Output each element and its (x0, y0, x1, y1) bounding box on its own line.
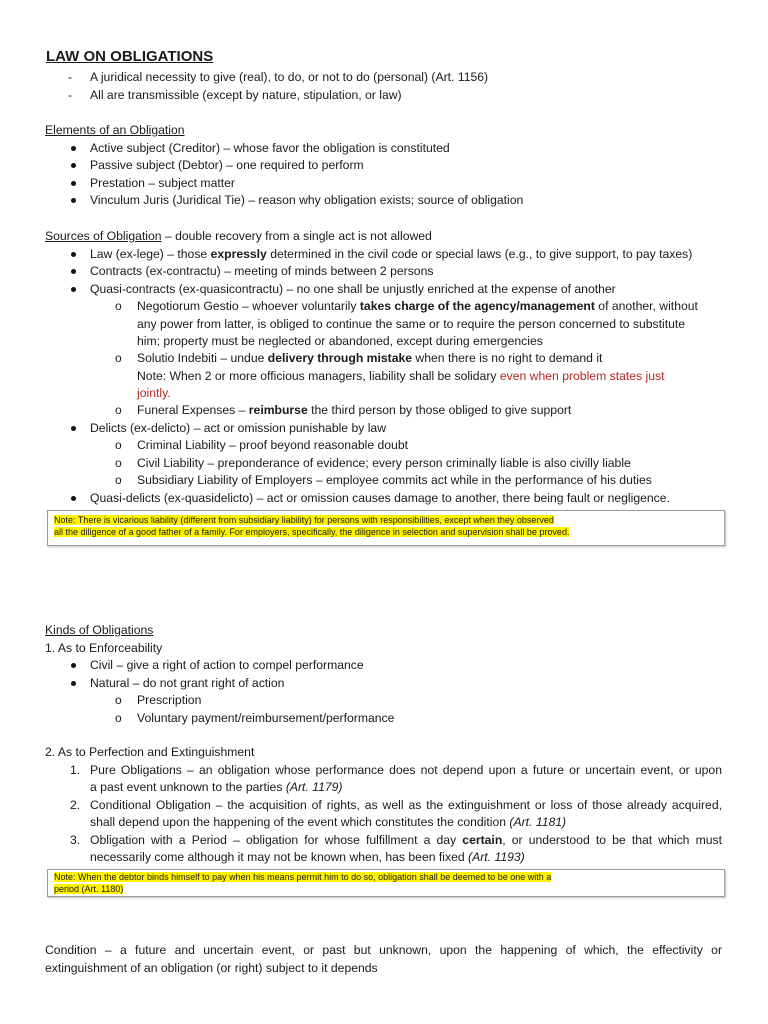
dash-bullet: - (68, 70, 73, 84)
bullet-dot (71, 252, 76, 257)
bullet-dot (71, 198, 76, 203)
ring-bullet: o (115, 711, 122, 725)
text-span: Solutio Indebiti – undue (137, 351, 268, 365)
funeral-expenses (137, 402, 571, 420)
bullet-dot (71, 496, 76, 501)
text-span: of another, without (594, 299, 698, 313)
note-line (54, 527, 718, 539)
solutio-indebiti (137, 350, 602, 368)
text-span: Obligation with a Period – obligation for whose fulfillment a day (90, 833, 463, 847)
list-number: 2. (70, 798, 81, 812)
note-text: all the diligence of a good father of a family. For employers, specifically, the diligence in selection and supervision shall be proved. (54, 526, 570, 537)
text-span-red: even when problem states just (499, 369, 665, 383)
obligation-period-line1 (90, 832, 722, 850)
kinds-heading: Kinds of Obligations (45, 623, 154, 637)
condition-definition-line2: extinguishment of an obligation (or right) subject to it depends (45, 961, 378, 975)
note-text: Note: When the debtor binds himself to pay when his means permit him to do so, obligation shall be deemed to be one with a (54, 872, 552, 882)
pure-obligations-line2 (90, 779, 342, 797)
bullet-dot (71, 163, 76, 168)
bullet-dot (71, 269, 76, 274)
bullet-dot (71, 426, 76, 431)
sources-heading-line (45, 228, 432, 246)
ring-bullet: o (115, 403, 122, 417)
ring-bullet: o (115, 438, 122, 452)
element-item: Vinculum Juris (Juridical Tie) – reason why obligation exists; source of obligation (90, 193, 524, 207)
text-span-bold: delivery through mistake (267, 351, 413, 365)
ring-bullet: o (115, 473, 122, 487)
bullet-dot (71, 181, 76, 186)
document-title: LAW ON OBLIGATIONS (46, 48, 214, 65)
vicarious-liability-note (47, 510, 725, 546)
debtor-means-note (47, 869, 725, 897)
sources-heading-rest: – double recovery from a single act is not allowed (161, 229, 432, 243)
sources-heading: Sources of Obligation (45, 229, 162, 243)
text-span: determined in the civil code or special laws (e.g., to give support, to pay taxes) (266, 247, 693, 261)
negotiorum-gestio-line1 (137, 298, 698, 316)
note-inner (54, 872, 718, 895)
text-span: the third person by those obliged to give support (307, 403, 572, 417)
bullet-dot (71, 681, 76, 686)
article-ref: (Art. 1181) (509, 815, 567, 829)
conditional-obligation-line1: Conditional Obligation – the acquisition of rights, as well as the extinguishment or loss of those already acquired, (90, 798, 722, 812)
kind-civil: Civil – give a right of action to compel performance (90, 658, 364, 672)
perfection-heading: 2. As to Perfection and Extinguishment (45, 745, 255, 759)
pure-obligations-line1: Pure Obligations – an obligation whose performance does not depend upon a future or uncertain event, or upon (90, 763, 722, 777)
subsidiary-liability: Subsidiary Liability of Employers – employee commits act while in the performance of his duties (137, 473, 652, 487)
bullet-dot (71, 663, 76, 668)
element-item: Active subject (Creditor) – whose favor the obligation is constituted (90, 141, 450, 155)
condition-definition-line1: Condition – a future and uncertain event, or past but unknown, upon the happening of which, the effectivity or (45, 943, 722, 957)
source-law (90, 246, 692, 264)
negotiorum-gestio-line2: any power from latter, is obliged to continue the same or to require the person concerned to substitute (137, 317, 686, 331)
element-item: Passive subject (Debtor) – one required to perform (90, 158, 364, 172)
obligation-period-line2 (90, 849, 525, 867)
text-span-bold: certain (462, 833, 503, 847)
negotiorum-gestio-line3: him; property must be neglected or abandoned, except during emergencies (137, 334, 543, 348)
list-number: 3. (70, 833, 81, 847)
text-span: when there is no right to demand it (412, 351, 603, 365)
note-inner (54, 515, 718, 538)
kind-natural: Natural – do not grant right of action (90, 676, 285, 690)
note-line (54, 515, 718, 527)
text-span: Law (ex-lege) – those (90, 247, 211, 261)
conditional-obligation-line2 (90, 814, 566, 832)
enforceability-heading: 1. As to Enforceability (45, 641, 163, 655)
intro-definition: A juridical necessity to give (real), to do, or not to do (personal) (Art. 1156) (90, 70, 489, 84)
solutio-note-line2: jointly. (137, 386, 171, 400)
text-span-bold: reimburse (248, 403, 308, 417)
ring-bullet: o (115, 456, 122, 470)
text-span: , or understood to be that which must (502, 833, 722, 847)
text-span: necessarily come although it may not be known when, has been fixed (90, 850, 469, 864)
dash-bullet: - (68, 88, 73, 102)
text-span: Funeral Expenses – (137, 403, 249, 417)
kind-voluntary: Voluntary payment/reimbursement/performance (137, 711, 395, 725)
civil-liability: Civil Liability – preponderance of evidence; every person criminally liable is also civilly liable (137, 456, 631, 470)
bullet-dot (71, 287, 76, 292)
ring-bullet: o (115, 351, 122, 365)
bullet-dot (71, 146, 76, 151)
text-span: a past event unknown to the parties (90, 780, 286, 794)
note-text: period (Art. 1180) (54, 883, 124, 894)
source-quasi-contracts: Quasi-contracts (ex-quasicontractu) – no one shall be unjustly enriched at the expense of another (90, 282, 616, 296)
source-delicts: Delicts (ex-delicto) – act or omission punishable by law (90, 421, 387, 435)
note-line (54, 872, 718, 884)
article-ref: (Art. 1193) (468, 850, 525, 864)
text-span: Note: When 2 or more officious managers, liability shall be solidary (137, 369, 500, 383)
elements-heading: Elements of an Obligation (45, 123, 185, 137)
solutio-note-line1 (137, 368, 664, 386)
note-line (54, 884, 718, 896)
kind-prescription: Prescription (137, 693, 202, 707)
intro-transmissible: All are transmissible (except by nature, stipulation, or law) (90, 88, 402, 102)
ring-bullet: o (115, 299, 122, 313)
note-text: Note: There is vicarious liability (different from subsidiary liability) for persons with responsibilities, except when they observed (54, 515, 554, 525)
ring-bullet: o (115, 693, 122, 707)
source-quasi-delicts: Quasi-delicts (ex-quasidelicto) – act or omission causes damage to another, there being fault or negligence. (90, 491, 670, 505)
element-item: Prestation – subject matter (90, 176, 235, 190)
text-span: Negotiorum Gestio – whoever voluntarily (137, 299, 360, 313)
text-span-bold: expressly (210, 247, 267, 261)
text-span-bold: takes charge of the agency/management (359, 299, 595, 313)
list-number: 1. (70, 763, 81, 777)
criminal-liability: Criminal Liability – proof beyond reasonable doubt (137, 438, 408, 452)
source-contracts: Contracts (ex-contractu) – meeting of minds between 2 persons (90, 264, 434, 278)
article-ref: (Art. 1179) (285, 780, 343, 794)
text-span: shall depend upon the happening of the event which constitutes the condition (90, 815, 510, 829)
